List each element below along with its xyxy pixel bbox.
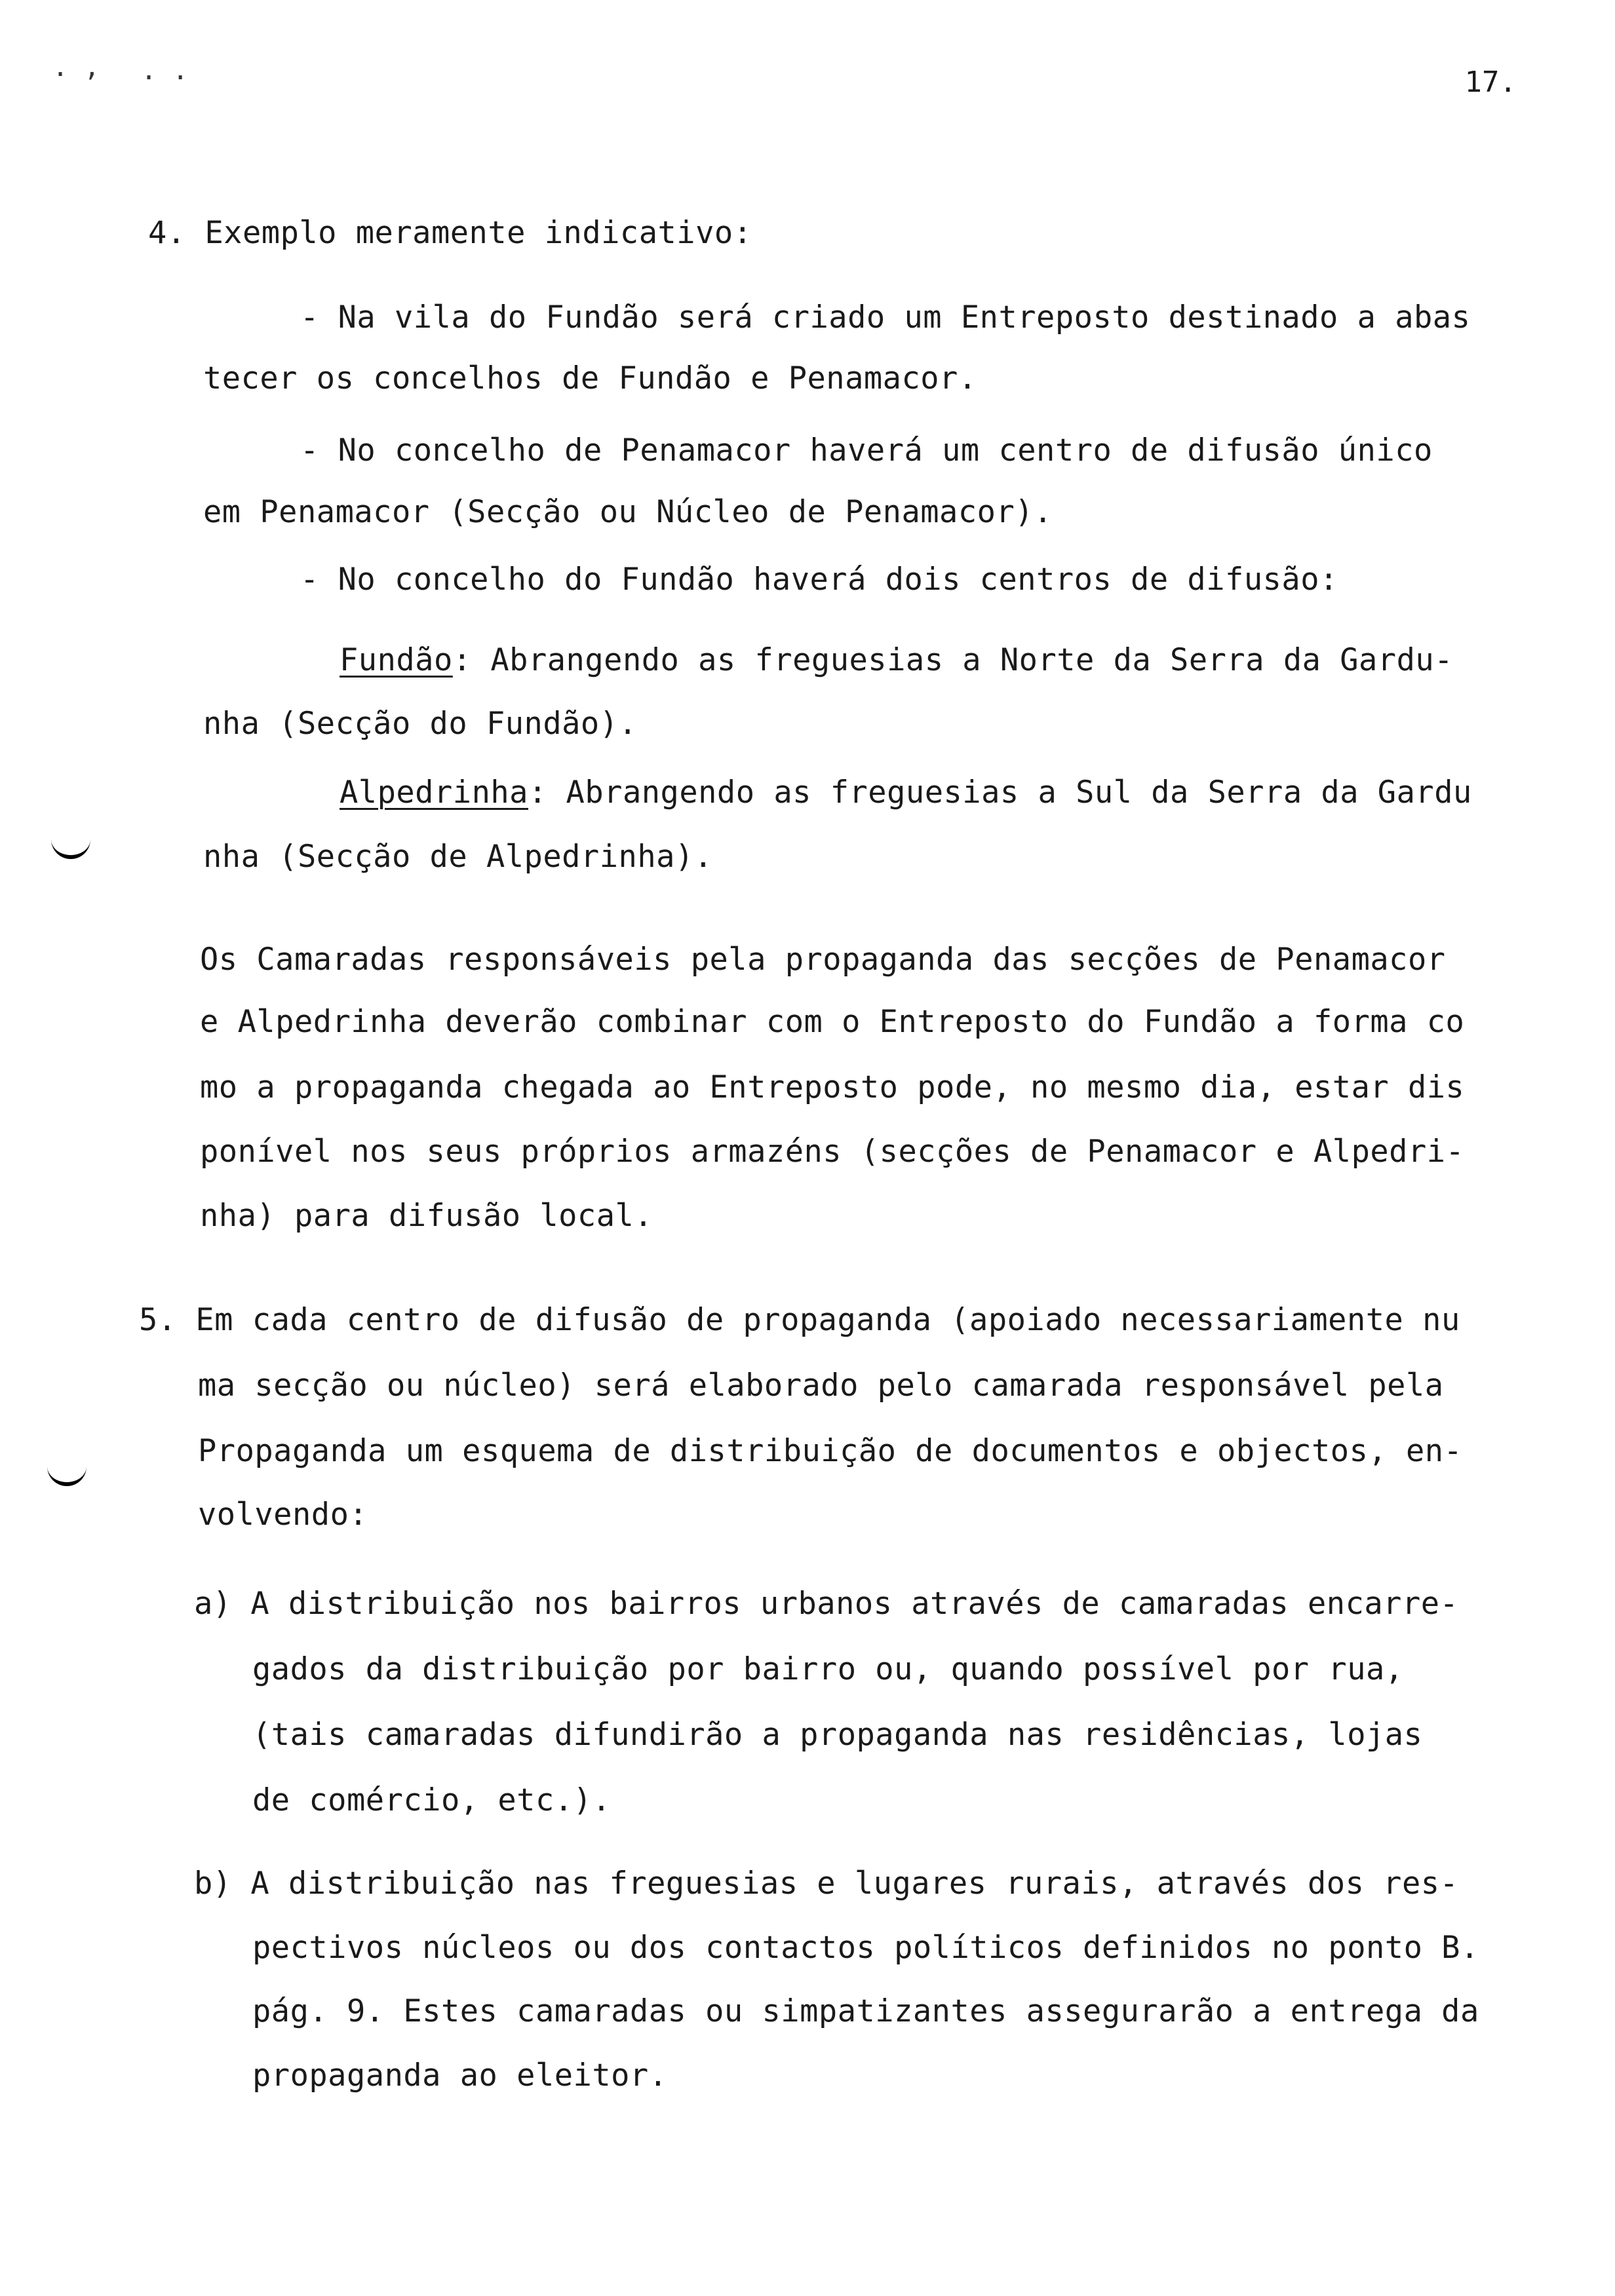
item-5-heading: 5. Em cada centro de difusão de propaganda (apoiado necessariamente nu (139, 1302, 1460, 1338)
margin-mark (51, 829, 90, 859)
paragraph-line: nha (Secção do Fundão). (203, 706, 638, 742)
paragraph-line: propaganda ao eleitor. (252, 2057, 668, 2094)
paragraph-line: pág. 9. Estes camaradas ou simpatizantes assegurarão a entrega da (252, 1993, 1479, 2029)
paragraph-line: e Alpedrinha deverão combinar com o Entreposto do Fundão a forma co (200, 1004, 1465, 1040)
paragraph-line: volvendo: (198, 1497, 368, 1533)
paragraph-line: - No concelho de Penamacor haverá um centro de difusão único (300, 432, 1433, 469)
margin-mark (47, 1456, 87, 1486)
paragraph-line: gados da distribuição por bairro ou, quando possível por rua, (252, 1651, 1404, 1687)
alpedrinha-term: Alpedrinha (340, 775, 528, 811)
scan-speck: . . (141, 56, 189, 86)
paragraph-line: de comércio, etc.). (252, 1782, 612, 1818)
paragraph-line: (tais camaradas difundirão a propaganda nas residências, lojas (252, 1717, 1423, 1753)
alpedrinha-line: Alpedrinha: Abrangendo as freguesias a Sul da Serra da Gardu (340, 775, 1472, 811)
fundao-term: Fundão (340, 642, 453, 678)
paragraph-line: nha (Secção de Alpedrinha). (203, 839, 713, 875)
paragraph-line: ponível nos seus próprios armazéns (secções de Penamacor e Alpedri- (200, 1134, 1465, 1170)
paragraph-line: nha) para difusão local. (200, 1198, 653, 1234)
fundao-line: Fundão: Abrangendo as freguesias a Norte da Serra da Gardu- (340, 642, 1453, 678)
page-number: 17. (1464, 66, 1517, 99)
paragraph-line: mo a propaganda chegada ao Entreposto pode, no mesmo dia, estar dis (200, 1069, 1465, 1105)
paragraph-line: pectivos núcleos ou dos contactos políticos definidos no ponto B. (252, 1930, 1479, 1966)
item-5a: a) A distribuição nos bairros urbanos através de camaradas encarre- (194, 1586, 1459, 1622)
paragraph-line: ma secção ou núcleo) será elaborado pelo camarada responsável pela (198, 1368, 1444, 1404)
paragraph-line: em Penamacor (Secção ou Núcleo de Penamacor). (203, 494, 1053, 530)
paragraph-line: tecer os concelhos de Fundão e Penamacor. (203, 360, 977, 396)
item-4-heading: 4. Exemplo meramente indicativo: (148, 215, 752, 251)
paragraph-line: Os Camaradas responsáveis pela propaganda das secções de Penamacor (200, 942, 1446, 978)
paragraph-line: - Na vila do Fundão será criado um Entreposto destinado a abas (300, 299, 1471, 335)
item-5b: b) A distribuição nas freguesias e lugares rurais, através dos res- (194, 1866, 1459, 1902)
scan-speck: . , (52, 52, 100, 83)
paragraph-line: - No concelho do Fundão haverá dois centros de difusão: (300, 562, 1338, 598)
paragraph-line: Propaganda um esquema de distribuição de documentos e objectos, en- (198, 1433, 1463, 1469)
